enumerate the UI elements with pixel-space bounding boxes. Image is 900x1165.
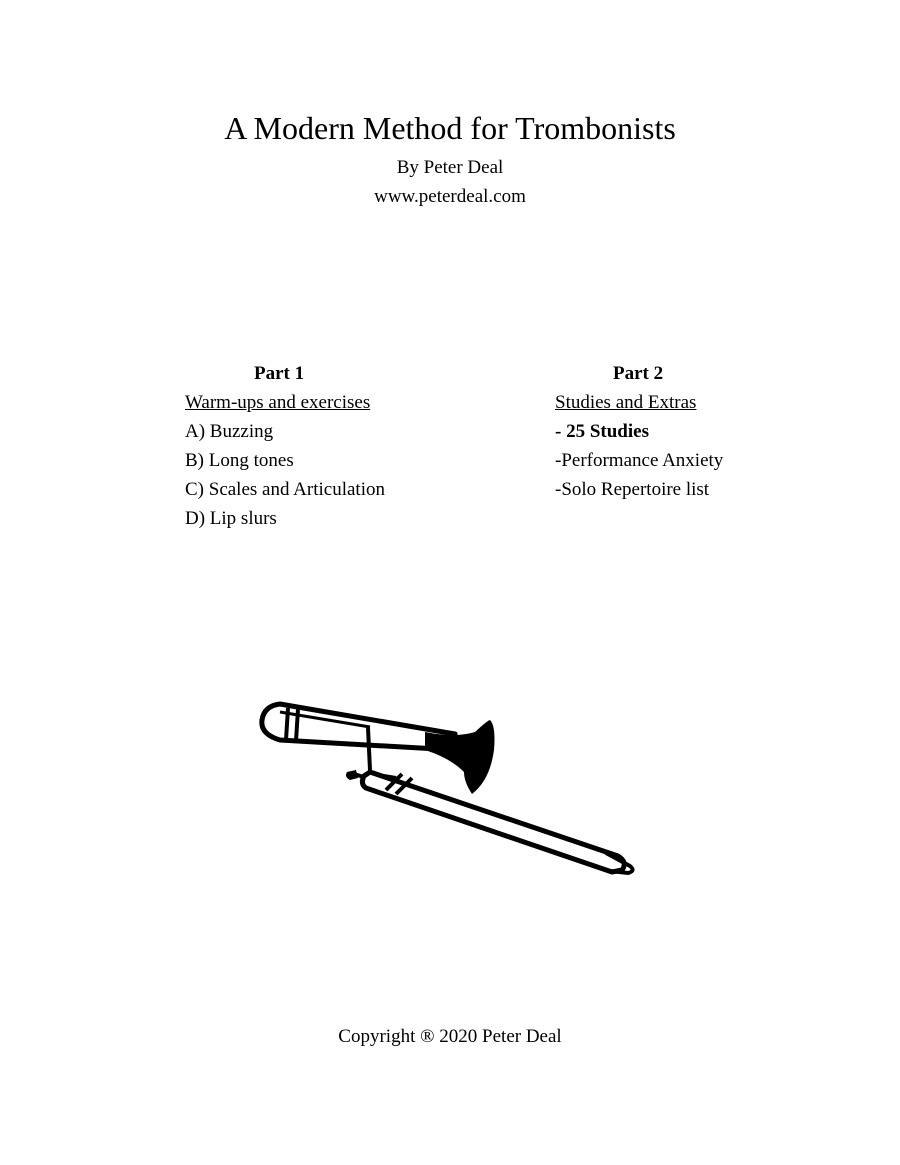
part-2-item-performance-anxiety: -Performance Anxiety — [555, 450, 724, 471]
part-1-item-lip-slurs: D) Lip slurs — [185, 508, 277, 529]
part-2-item-studies: - 25 Studies — [555, 421, 649, 442]
part-1-section-heading: Warm-ups and exercises — [185, 392, 371, 413]
part-1-item-scales: C) Scales and Articulation — [185, 479, 385, 500]
part-2-item-solo-repertoire: -Solo Repertoire list — [555, 479, 710, 500]
part-2-heading: Part 2 — [613, 363, 664, 384]
copyright-notice: Copyright ® 2020 Peter Deal — [338, 1026, 562, 1047]
trombone-icon — [250, 690, 650, 890]
part-1-column — [185, 359, 465, 533]
part-1-item-buzzing: A) Buzzing — [185, 421, 274, 442]
author-byline: By Peter Deal — [396, 157, 504, 178]
document-title: A Modern Method for Trombonists — [224, 110, 676, 146]
part-2-section-heading: Studies and Extras — [555, 392, 697, 413]
part-1-item-long-tones: B) Long tones — [185, 450, 294, 471]
part-1-heading: Part 1 — [254, 363, 305, 384]
author-website: www.peterdeal.com — [374, 186, 526, 207]
part-2-column — [555, 359, 815, 504]
